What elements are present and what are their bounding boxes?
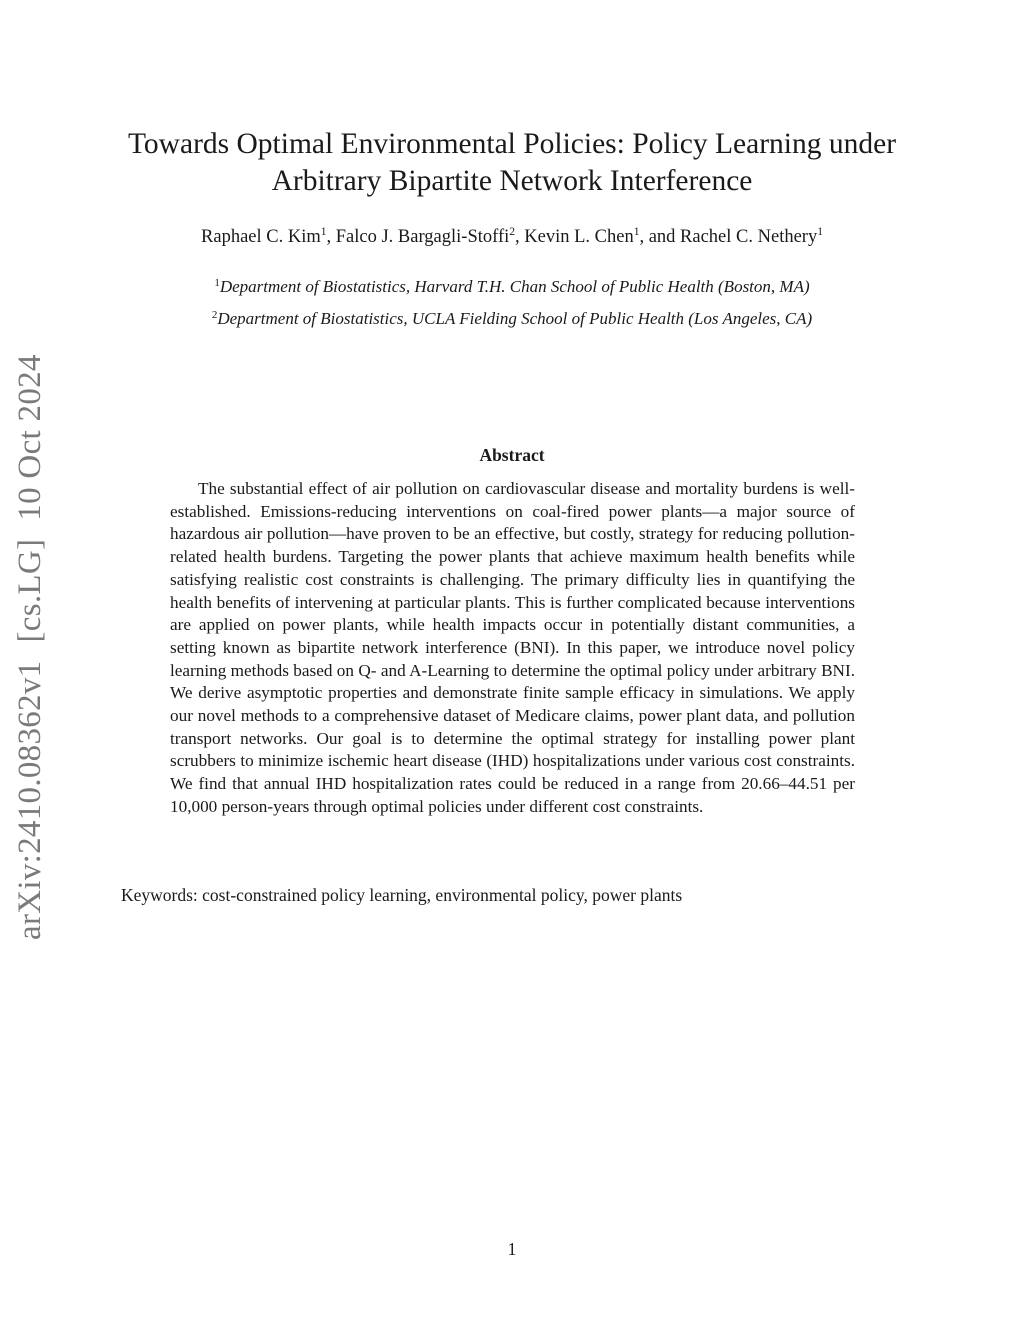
arxiv-date: 10 Oct 2024 <box>12 354 48 521</box>
abstract-body: The substantial effect of air pollution on cardiovascular disease and mortality burdens is well-established. Emissions-reducing interventions on coal-fired power plants—a major source of hazardous air pollution—have proven to be an effective, but costly, strategy for reducing pollution-related health burdens. Targeting the power plants that achieve maximum health benefits while satisfying realistic cost constraints is challenging. The primary difficulty lies in quantifying the health benefits of intervening at particular plants. This is further complicated because interventions are applied on power plants, while health impacts occur in potentially distant communities, a setting known as bipartite network interference (BNI). In this paper, we introduce novel policy learning methods based on Q- and A-Learning to determine the optimal policy under arbitrary BNI. We derive asymptotic properties and demonstrate finite sample efficacy in simulations. We apply our novel methods to a comprehensive dataset of Medicare claims, power plant data, and pollution transport networks. Our goal is to determine the optimal strategy for installing power plant scrubbers to minimize ischemic heart disease (IHD) hospitalizations under various cost constraints. We find that annual IHD hospitalization rates could be reduced in a range from 20.66–44.51 per 10,000 person-years through optimal policies under different cost constraints. <box>170 479 855 816</box>
affiliation-mark: 1 <box>214 277 220 289</box>
affiliation-text: Department of Biostatistics, Harvard T.H. Chan School of Public Health (Boston, MA) <box>219 277 810 296</box>
author-affiliation-mark: 1 <box>320 226 327 238</box>
author-affiliation-mark: 2 <box>509 226 516 238</box>
author-separator: , <box>515 227 525 247</box>
affiliation-2 <box>110 308 914 330</box>
arxiv-identifier-stamp <box>12 340 49 940</box>
keywords: Keywords: cost-constrained policy learning, environmental policy, power plants <box>121 885 683 905</box>
paper-title <box>110 126 914 200</box>
author-separator: , <box>326 227 336 247</box>
arxiv-category: [cs.LG] <box>12 538 48 643</box>
page-number: 1 <box>507 1239 517 1259</box>
arxiv-id: arXiv:2410.08362v1 <box>12 660 48 940</box>
author-affiliation-mark: 1 <box>817 226 823 238</box>
author-name: Kevin L. Chen <box>524 227 634 247</box>
author-name: Rachel C. Nethery <box>680 227 818 247</box>
paper-title-line-1: Towards Optimal Environmental Policies: Policy Learning under <box>127 128 897 160</box>
paper-title-line-2: Arbitrary Bipartite Network Interference <box>271 165 753 197</box>
abstract-heading: Abstract <box>479 445 545 465</box>
affiliation-1 <box>110 276 914 298</box>
author-name: Falco J. Bargagli-Stoffi <box>335 227 510 247</box>
author-affiliation-mark: 1 <box>633 226 640 238</box>
author-separator: , and <box>639 227 681 247</box>
affiliation-mark: 2 <box>211 309 218 321</box>
author-list <box>110 225 914 249</box>
affiliation-text: Department of Biostatistics, UCLA Fielding School of Public Health (Los Angeles, CA) <box>217 309 813 328</box>
author-name: Raphael C. Kim <box>201 227 321 247</box>
